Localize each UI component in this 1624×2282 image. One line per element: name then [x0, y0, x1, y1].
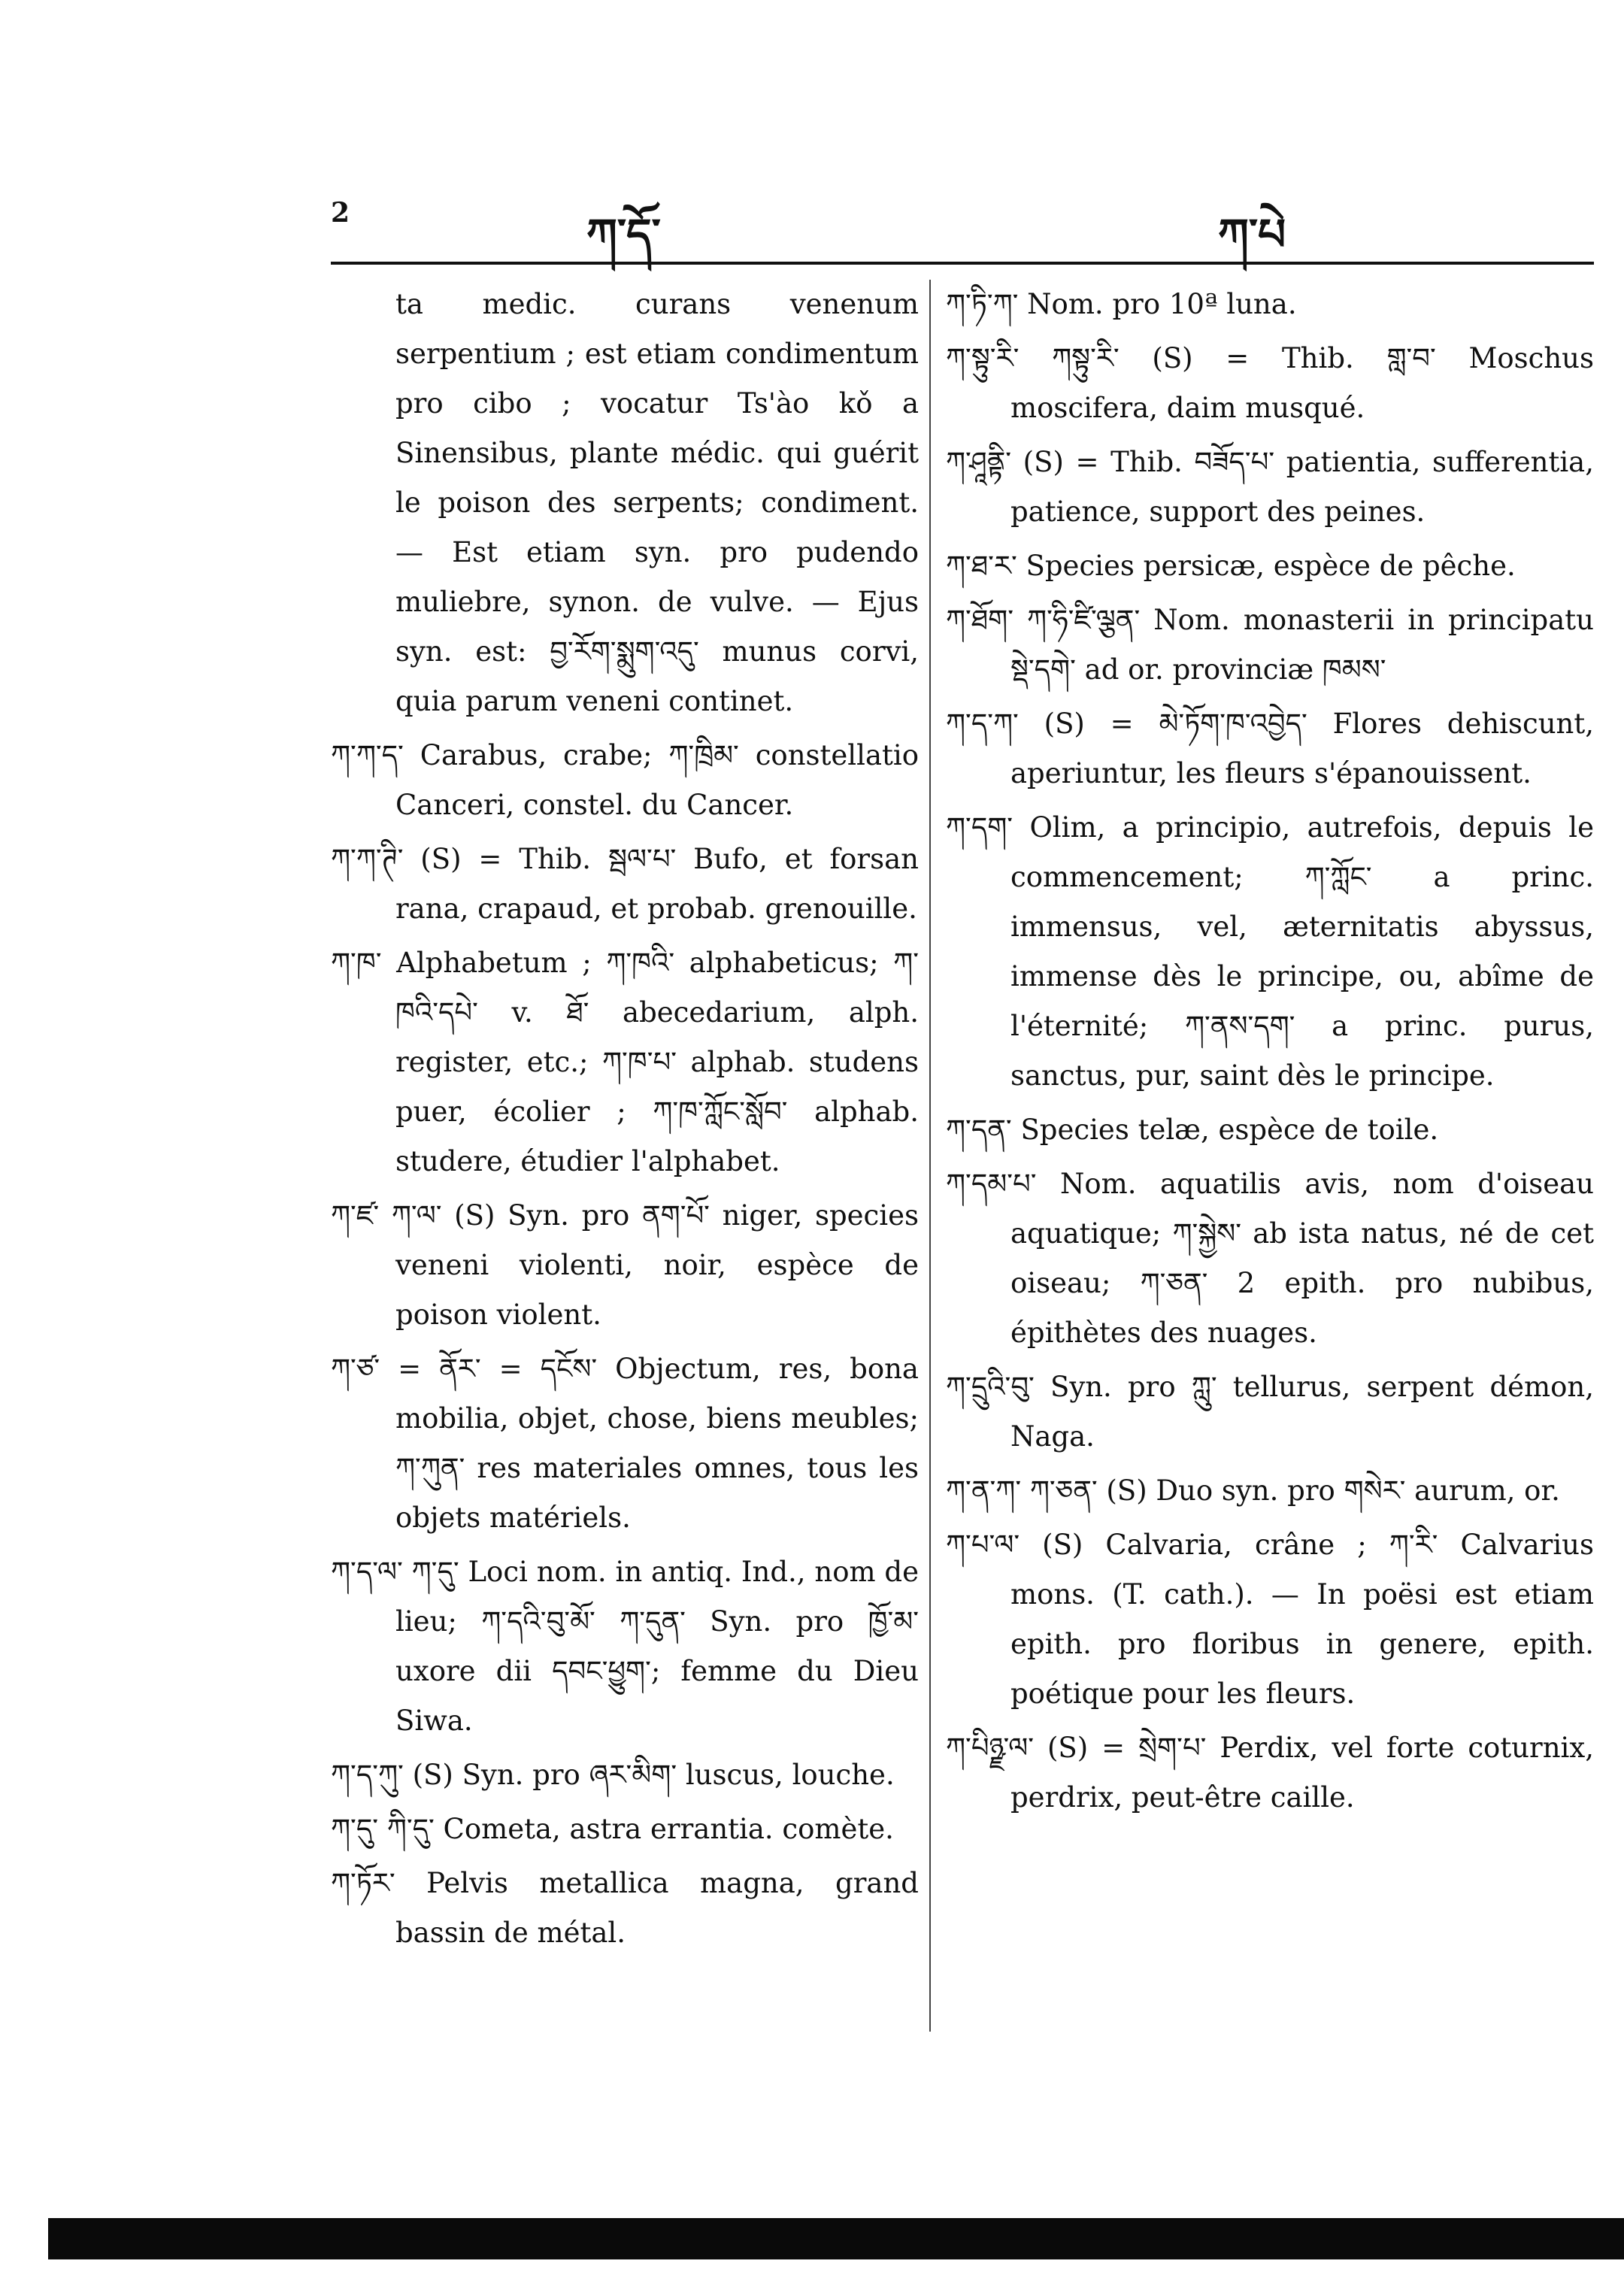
dictionary-entry: ཀ་སྟུ་རི་ ཀསྟུ་རི་ (S) = Thib. གླ་བ་ Moschus moscifera, daim musqué. — [946, 342, 1594, 424]
page-number: 2 — [331, 197, 350, 229]
dictionary-entry: ཀ་དྲུའི་བུ་ Syn. pro ཀླུ་ tellurus, serpent démon, Naga. — [946, 1371, 1594, 1453]
left-column — [331, 280, 919, 1962]
dictionary-entry: ཀ་ཏོར་ Pelvis metallica magna, grand bassin de métal. — [331, 1867, 919, 1949]
dictionary-entry: ཀ་ཀ་ད་ Carabus, crabe; ཀ་ཁྲིམ་ constellatio Canceri, constel. du Cancer. — [331, 739, 919, 821]
scan-border-bar — [48, 2218, 1624, 2259]
dictionary-entry: ཀ་ཙ་ = ནོར་ = དངོས་ Objectum, res, bona mobilia, objet, chose, biens meubles; ཀ་ཀུན་ res materiales omnes, tous les objets matériels. — [331, 1353, 919, 1534]
column-separator — [929, 280, 931, 2032]
dictionary-entry: ཀ་ད་ཀུ་ (S) Syn. pro ཞར་མིག་ luscus, louche. — [331, 1759, 895, 1791]
dictionary-entry: ཀ་པིཉྫ་ལ་ (S) = སྲེག་པ་ Perdix, vel forte coturnix, perdrix, peut-être caille. — [946, 1732, 1594, 1814]
dictionary-entry: ཀ་ཛ་ ཀ་ལ་ (S) Syn. pro ནག་པོ་ niger, species veneni violenti, noir, espèce de poison violent. — [331, 1199, 919, 1331]
running-head-right: ཀ་པེ — [1218, 209, 1286, 260]
dictionary-entry: ཀ་དུ་ ཀི་དུ་ Cometa, astra errantia. comète. — [331, 1813, 894, 1845]
right-column — [946, 280, 1594, 1827]
dictionary-entry: ཀ་ཀ་ཊི་ (S) = Thib. སྦལ་པ་ Bufo, et forsan rana, crapaud, et probab. grenouille. — [331, 843, 919, 925]
dictionary-entry: ཀ་ཐ་ར་ Species persicæ, espèce de pêche. — [946, 550, 1516, 582]
dictionary-entry: ཀ་དན་ Species telæ, espèce de toile. — [946, 1114, 1439, 1146]
dictionary-entry: ཀ་ད་ཀ་ (S) = མེ་ཏོག་ཁ་འབྱེད་ Flores dehiscunt, aperiuntur, les fleurs s'épanouissent. — [946, 708, 1594, 789]
dictionary-entry: ta medic. curans venenum serpentium ; est etiam condimentum pro cibo ; vocatur Ts'ào kǒ a Sinensibus, plante médic. qui guérit le poison des serpents; condiment. — Est etiam syn. pro pudendo muliebre, synon. de vulve. — Ejus syn. est: བྱ་རོག་སྨུག་འདུ་ munus corvi, quia parum veneni continet. — [395, 288, 919, 717]
dictionary-entry: ཀ་ད་ལ་ ཀ་དུ་ Loci nom. in antiq. Ind., nom de lieu; ཀ་དའི་བུ་མོ་ ཀ་དུན་ Syn. pro ཁྱོ་མ་ uxore dii དབང་ཕྱུག་; femme du Dieu Siwa. — [331, 1556, 919, 1737]
dictionary-entry: ཀ་ཤཱནྟི་ (S) = Thib. བཟོད་པ་ patientia, sufferentia, patience, support des peines. — [946, 446, 1594, 528]
dictionary-entry: ཀ་ཐོག་ ཀ་ཧི་ཛི་ལྕན་ Nom. monasterii in principatu སྡེ་དགེ་ ad or. provinciæ ཁམས་ — [946, 604, 1594, 686]
header-rule — [331, 262, 1594, 265]
dictionary-entry: ཀ་ཁ་ Alphabetum ; ཀ་ཁའི་ alphabeticus; ཀ་ཁའི་དཔེ་ v. ཐོ་ abecedarium, alph. register, etc.; ཀ་ཁ་པ་ alphab. studens puer, écolier ; ཀ་ཁ་ཀློང་སློབ་ alphab. studere, étudier l'alphabet. — [331, 947, 919, 1177]
dictionary-entry: ཀ་དམ་པ་ Nom. aquatilis avis, nom d'oiseau aquatique; ཀ་སྐྱེས་ ab ista natus, né de cet oiseau; ཀ་ཅན་ 2 epith. pro nubibus, épithètes des nuages. — [946, 1168, 1594, 1349]
dictionary-entry: ཀ་ཏི་ཀ་ Nom. pro 10ª luna. — [946, 288, 1297, 320]
dictionary-entry: ཀ་དག་ Olim, a principio, autrefois, depuis le commencement; ཀ་ཀློང་ a princ. immensus, vel, æternitatis abyssus, immense dès le principe, ou, abîme de l'éternité; ཀ་ནས་དག་ a princ. purus, sanctus, pur, saint dès le principe. — [946, 811, 1594, 1092]
dictionary-entry: ཀ་ན་ཀ་ ཀ་ཅན་ (S) Duo syn. pro གསེར་ aurum, or. — [946, 1474, 1560, 1507]
dictionary-entry: ཀ་པ་ལ་ (S) Calvaria, crâne ; ཀ་རི་ Calvarius mons. (T. cath.). — In poësi est etiam epith. pro floribus in genere, epith. poétique pour les fleurs. — [946, 1529, 1594, 1710]
running-head-left: ཀ་དོ་ — [586, 209, 661, 260]
